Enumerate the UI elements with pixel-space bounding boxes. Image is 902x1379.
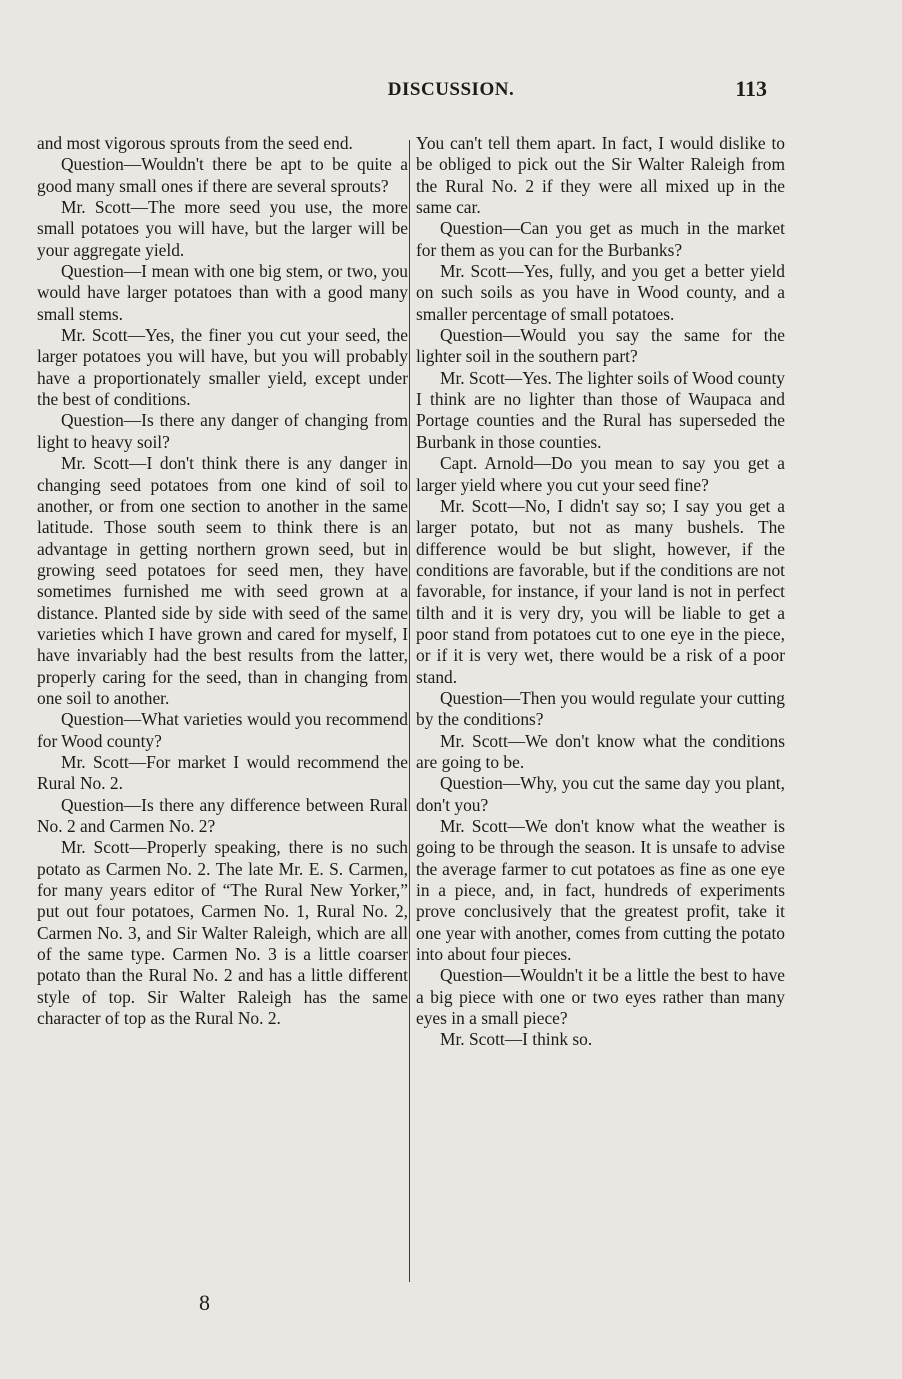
signature-mark: 8 bbox=[199, 1290, 210, 1315]
paragraph: Question—Why, you cut the same day you plant, don't you? bbox=[416, 773, 785, 815]
paragraph: Mr. Scott—I don't think there is any danger in changing seed potatoes from one kind of soil to another, or from one section to another in the same latitude. Those south seem to think there is an advantage in getting northern grown seed, but in growing seed potatoes for seed men, they have sometimes furnished me with seed grown at a distance. Planted side by side with seed of the same varieties which I have grown and cared for myself, I have invariably had the best results from the latter, properly caring for the seed, than in changing from one soil to another. bbox=[37, 453, 408, 708]
paragraph: Question—Is there any difference between Rural No. 2 and Carmen No. 2? bbox=[37, 794, 408, 836]
paragraph: Mr. Scott—Yes, the finer you cut your seed, the larger potatoes you will have, but you will probably have a proportionately smaller yield, except under the best of conditions. bbox=[37, 325, 408, 410]
left-column bbox=[37, 133, 408, 1029]
paragraph: Mr. Scott—We don't know what the weather is going to be through the season. It is unsafe to advise the average farmer to cut potatoes as fine as one eye in a piece, and, in fact, hundreds of experiments prove conclusively that the greatest profit, take it one year with another, comes from cutting the potato into about four pieces. bbox=[416, 816, 785, 965]
paragraph: Question—Can you get as much in the market for them as you can for the Burbanks? bbox=[416, 218, 785, 260]
paragraph: Question—Wouldn't it be a little the best to have a big piece with one or two eyes rather than many eyes in a small piece? bbox=[416, 965, 785, 1029]
paragraph: Mr. Scott—Yes. The lighter soils of Wood county I think are no lighter than those of Waupaca and Portage counties and the Rural has superseded the Burbank in those counties. bbox=[416, 367, 785, 452]
paragraph: Mr. Scott—No, I didn't say so; I say you get a larger potato, but not as many bushels. The difference would be but slight, however, if the conditions are favorable, but if the conditions are not favorable, for instance, if your land is not in perfect tilth and it is very dry, you will be liable to get a poor stand from potatoes cut to one eye in the piece, or if it is very wet, there would be a risk of a poor stand. bbox=[416, 495, 785, 687]
running-title: DISCUSSION. bbox=[387, 79, 515, 100]
paragraph: Mr. Scott—We don't know what the conditions are going to be. bbox=[416, 730, 785, 772]
right-column bbox=[416, 133, 785, 1051]
page-number: 113 bbox=[735, 76, 767, 101]
column-divider bbox=[409, 140, 410, 1282]
paragraph: Question—Wouldn't there be apt to be quite a good many small ones if there are several sprouts? bbox=[37, 154, 408, 196]
paragraph: Question—I mean with one big stem, or two, you would have larger potatoes than with a good many small stems. bbox=[37, 261, 408, 324]
paragraph: Mr. Scott—Properly speaking, there is no such potato as Carmen No. 2. The late Mr. E. S. Carmen, for many years editor of “The Rural New Yorker,” put out four potatoes, Carmen No. 1, Rural No. 2, Carmen No. 3, and Sir Walter Raleigh, which are all of the same type. Carmen No. 3 is a little coarser potato than the Rural No. 2 and has a little different style of top. Sir Walter Raleigh has the same character of top as the Rural No. 2. bbox=[37, 837, 408, 1029]
paragraph: Question—Is there any danger of changing from light to heavy soil? bbox=[37, 410, 408, 452]
paragraph: Question—Would you say the same for the lighter soil in the southern part? bbox=[416, 325, 785, 367]
paragraph: Mr. Scott—I think so. bbox=[440, 1029, 593, 1050]
paragraph: You can't tell them apart. In fact, I would dislike to be obliged to pick out the Sir Walter Raleigh from the Rural No. 2 if they were all mixed up in the same car. bbox=[416, 133, 785, 218]
paragraph: Mr. Scott—The more seed you use, the more small potatoes you will have, but the larger will be your aggregate yield. bbox=[37, 197, 408, 260]
paragraph: Mr. Scott—For market I would recommend the Rural No. 2. bbox=[37, 751, 408, 794]
paragraph: Question—What varieties would you recommend for Wood county? bbox=[37, 709, 408, 751]
paragraph: Question—Then you would regulate your cutting by the conditions? bbox=[416, 687, 785, 730]
paragraph: and most vigorous sprouts from the seed end. bbox=[37, 133, 353, 153]
paragraph: Mr. Scott—Yes, fully, and you get a better yield on such soils as you have in Wood county, and a smaller percentage of small potatoes. bbox=[416, 261, 785, 324]
paragraph: Capt. Arnold—Do you mean to say you get a larger yield where you cut your seed fine? bbox=[416, 453, 785, 495]
